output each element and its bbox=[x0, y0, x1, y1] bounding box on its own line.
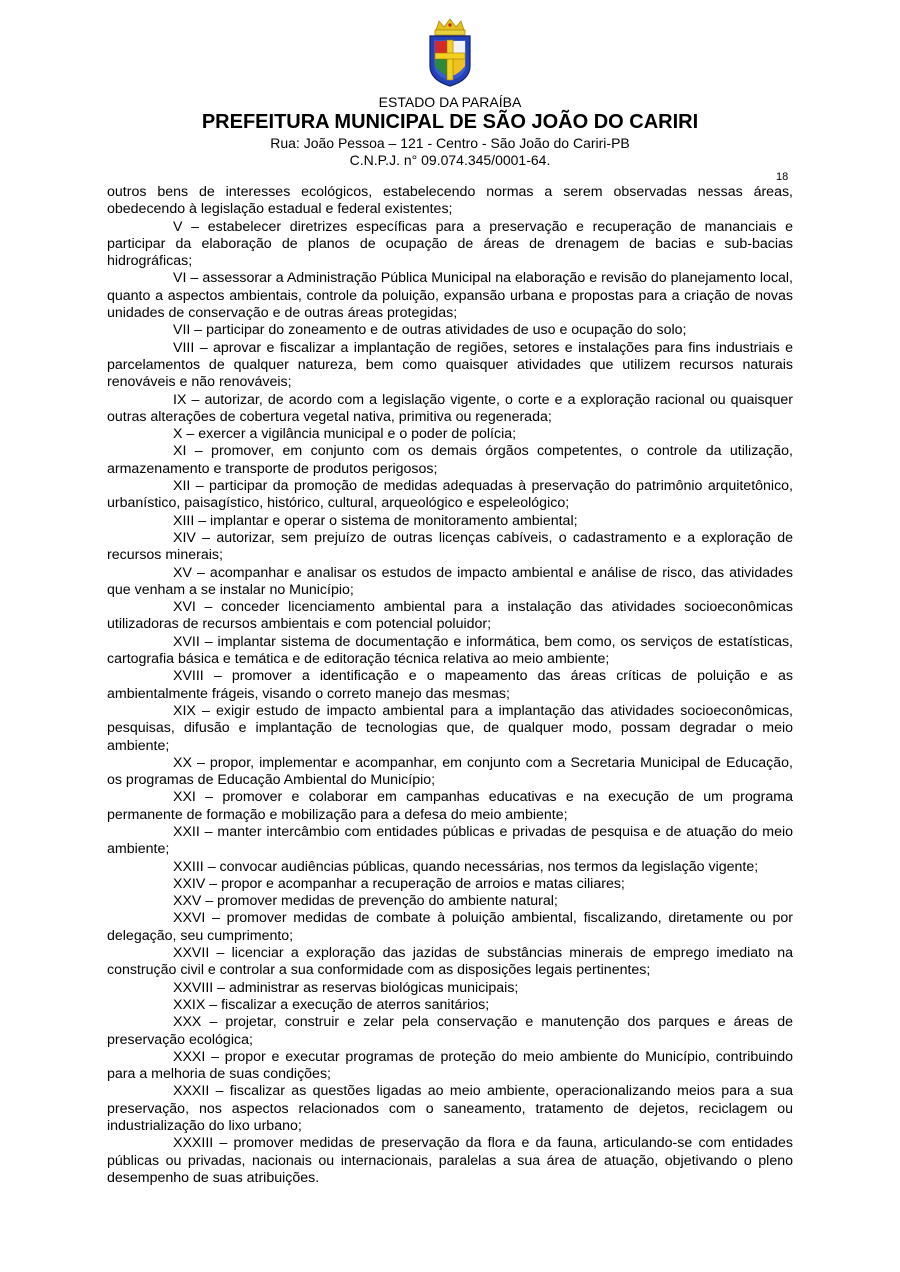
paragraph-item-xxiv: XXIV – propor e acompanhar a recuperação de arroios e matas ciliares; bbox=[173, 875, 625, 892]
paragraph-item-vii: VII – participar do zoneamento e de outras atividades de uso e ocupação do solo; bbox=[173, 322, 687, 339]
paragraph-item-xx: XX – propor, implementar e acompanhar, em conjunto com a Secretaria Municipal de Educação, os programas de Educação Ambiental do Município; bbox=[107, 754, 793, 789]
paragraph-item-ix: IX – autorizar, de acordo com a legislação vigente, o corte e a exploração racional ou quaisquer outras alterações de cobertura vegetal nativa, primitiva ou regenerada; bbox=[107, 391, 793, 425]
paragraph-item-xv: XV – acompanhar e analisar os estudos de impacto ambiental e análise de risco, das atividades que venham a se instalar no Município; bbox=[107, 564, 793, 598]
paragraph-item-xiv: XIV – autorizar, sem prejuízo de outras licenças cabíveis, o cadastramento e a exploração de recursos minerais; bbox=[107, 529, 793, 564]
paragraph-item-xvii: XVII – implantar sistema de documentação e informática, bem como, os serviços de estatísticas, cartografia básica e temática e de editoração técnica relativa ao meio ambiente; bbox=[107, 633, 793, 668]
page-number: 18 bbox=[776, 171, 789, 183]
city-hall-title: PREFEITURA MUNICIPAL DE SÃO JOÃO DO CARIRI bbox=[201, 111, 699, 133]
paragraph-item-xviii: XVIII – promover a identificação e o mapeamento das áreas críticas de poluição e as ambientalmente frágeis, visando o correto manejo das mesmas; bbox=[107, 668, 793, 702]
paragraph-item-xxx: XXX – projetar, construir e zelar pela conservação e manutenção dos parques e áreas de preservação ecológica; bbox=[107, 1014, 793, 1048]
paragraph-item-xxii: XXII – manter intercâmbio com entidades públicas e privadas de pesquisa e de atuação do meio ambiente; bbox=[107, 823, 793, 858]
paragraph-item-xxxi: XXXI – propor e executar programas de proteção do meio ambiente do Município, contribuindo para a melhoria de suas condições; bbox=[107, 1048, 793, 1083]
paragraph-item-xi: XI – promover, em conjunto com os demais órgãos competentes, o controle da utilização, armazenamento e transporte de produtos perigosos; bbox=[107, 443, 793, 477]
paragraph-item-viii: VIII – aprovar e fiscalizar a implantação de regiões, setores e instalações para fins industriais e parcelamentos de qualquer natureza, bem como quaisquer atividades que utilizem recursos naturais renováveis e não renováveis; bbox=[107, 339, 793, 391]
paragraph-item-xxviii: XXVIII – administrar as reservas biológicas municipais; bbox=[173, 979, 519, 996]
cnpj-line: C.N.P.J. n° 09.074.345/0001-64. bbox=[349, 152, 551, 168]
paragraph-item-xxv: XXV – promover medidas de prevenção do ambiente natural; bbox=[173, 893, 558, 910]
document-body bbox=[107, 184, 793, 1187]
paragraph-item-vi: VI – assessorar a Administração Pública Municipal na elaboração e revisão do planejamento local, quanto a aspectos ambientais, controle da poluição, expansão urbana e propostas para a criação de novas unidades de conservação e de outras áreas protegidas; bbox=[107, 270, 793, 322]
paragraph-item-xxix: XXIX – fiscalizar a execução de aterros sanitários; bbox=[173, 996, 490, 1013]
paragraph-item-xxiii: XXIII – convocar audiências públicas, quando necessárias, nos termos da legislação vigente; bbox=[173, 858, 759, 875]
municipal-crest-icon bbox=[427, 16, 473, 88]
paragraph-item-v: V – estabelecer diretrizes específicas para a preservação e recuperação de mananciais e participar da elaboração de planos de ocupação de áreas de drenagem de bacias e sub-bacias hidrográficas; bbox=[107, 218, 793, 270]
paragraph-item-xxi: XXI – promover e colaborar em campanhas educativas e na execução de um programa permanente de formação e mobilização para a defesa do meio ambiente; bbox=[107, 789, 793, 823]
paragraph-item-xiii: XIII – implantar e operar o sistema de monitoramento ambiental; bbox=[173, 512, 578, 529]
paragraph-item-xix: XIX – exigir estudo de impacto ambiental para a implantação das atividades socioeconômicas, pesquisas, difusão e implantação de tecnologias que, de qualquer modo, possam degradar o meio ambiente; bbox=[107, 702, 793, 754]
address-line: Rua: João Pessoa – 121 - Centro - São João do Cariri-PB bbox=[270, 135, 630, 151]
paragraph-item-xxvii: XXVII – licenciar a exploração das jazidas de substâncias minerais de emprego imediato na construção civil e controlar a sua conformidade com as disposições legais pertinentes; bbox=[107, 945, 793, 979]
paragraph-continuation: outros bens de interesses ecológicos, estabelecendo normas a serem observadas nessas áreas, obedecendo à legislação estadual e federal existentes; bbox=[107, 184, 793, 218]
paragraph-item-xxxiii: XXXIII – promover medidas de preservação da flora e da fauna, articulando-se com entidades públicas ou privadas, nacionais ou internacionais, paralelas a sua área de atuação, objetivando o pleno desempenho de suas atribuições. bbox=[107, 1135, 793, 1186]
paragraph-item-xii: XII – participar da promoção de medidas adequadas à preservação do patrimônio arquitetônico, urbanístico, paisagístico, histórico, cultural, arqueológico e espeleológico; bbox=[107, 478, 793, 512]
paragraph-item-x: X – exercer a vigilância municipal e o poder de polícia; bbox=[173, 426, 517, 443]
document-header bbox=[0, 16, 900, 168]
paragraph-item-xvi: XVI – conceder licenciamento ambiental para a instalação das atividades socioeconômicas utilizadoras de recursos ambientais e com potencial poluidor; bbox=[107, 599, 793, 633]
paragraph-item-xxvi: XXVI – promover medidas de combate à poluição ambiental, fiscalizando, diretamente ou por delegação, seu cumprimento; bbox=[107, 910, 793, 944]
paragraph-item-xxxii: XXXII – fiscalizar as questões ligadas ao meio ambiente, operacionalizando meios para a sua preservação, nos aspectos relacionados com o saneamento, tratamento de dejetos, reciclagem ou industrialização do lixo urbano; bbox=[107, 1083, 793, 1135]
state-name: ESTADO DA PARAÍBA bbox=[378, 94, 522, 110]
